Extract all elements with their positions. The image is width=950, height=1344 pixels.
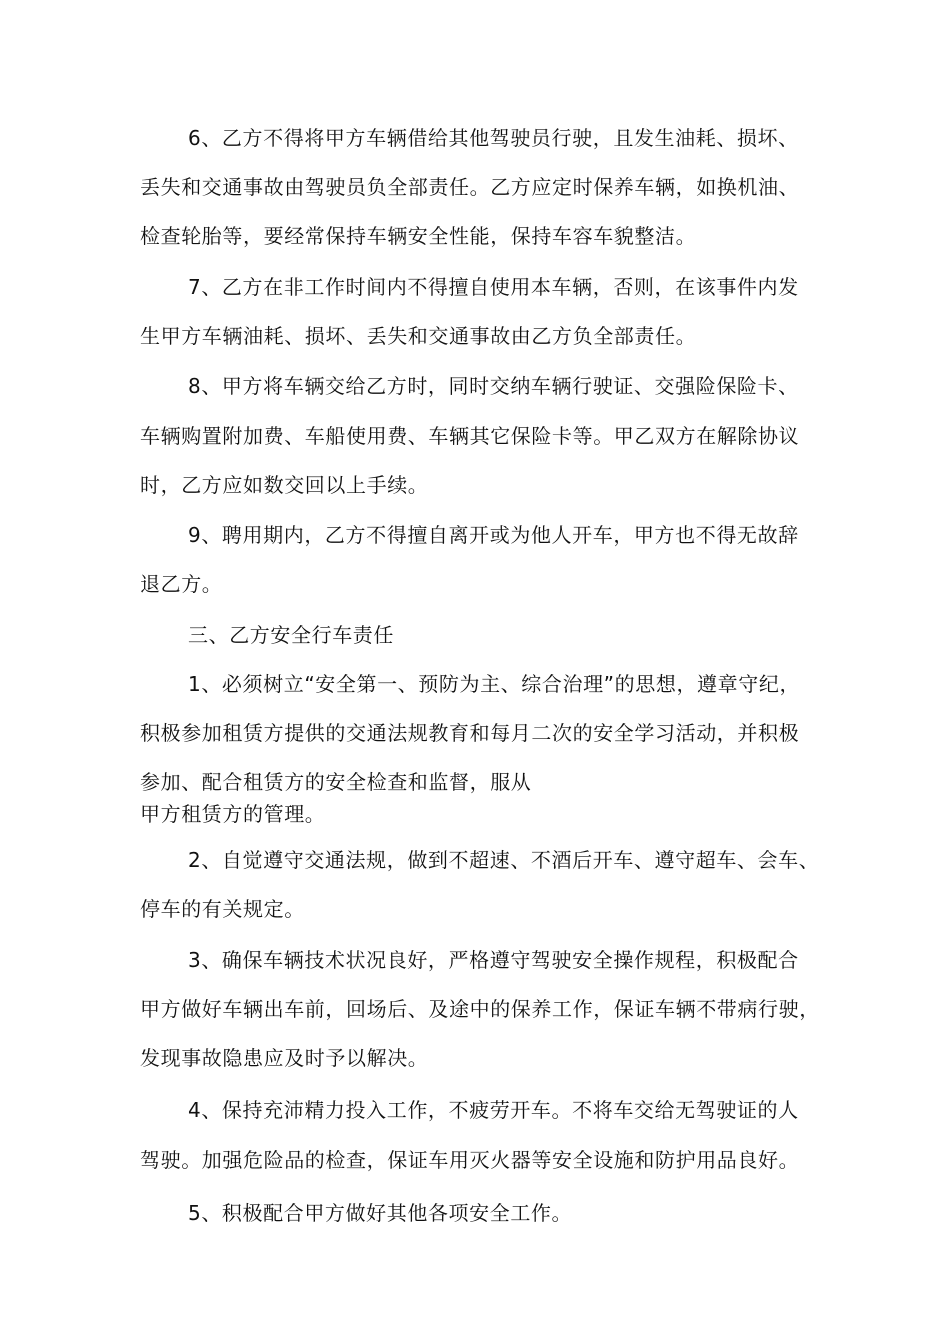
text-line: 检查轮胎等，要经常保持车辆安全性能，保持车容车貌整洁。: [140, 224, 697, 248]
text-line: 停车的有关规定。: [140, 897, 305, 921]
text-line: 4、保持充沛精力投入工作，不疲劳开车。不将车交给无驾驶证的人: [188, 1098, 799, 1122]
section-heading: 三、乙方安全行车责任: [188, 623, 394, 647]
text-line: 9、聘用期内，乙方不得擅自离开或为他人开车，甲方也不得无故辞: [188, 523, 799, 547]
text-line: 2、自觉遵守交通法规，做到不超速、不酒后开车、遵守超车、会车、: [188, 848, 820, 872]
text-line: 3、确保车辆技术状况良好，严格遵守驾驶安全操作规程，积极配合: [188, 948, 799, 972]
text-line: 积极参加租赁方提供的交通法规教育和每月二次的安全学习活动，并积极: [140, 721, 800, 745]
text-line: 丢失和交通事故由驾驶员负全部责任。乙方应定时保养车辆，如换机油、: [140, 175, 800, 199]
text-line: 6、乙方不得将甲方车辆借给其他驾驶员行驶，且发生油耗、损坏、: [188, 126, 799, 150]
text-line: 参加、配合租赁方的安全检查和监督，服从: [140, 770, 532, 794]
text-line: 5、积极配合甲方做好其他各项安全工作。: [188, 1201, 573, 1225]
text-line: 甲方做好车辆出车前，回场后、及途中的保养工作，保证车辆不带病行驶，: [140, 997, 820, 1021]
text-line: 驾驶。加强危险品的检查，保证车用灭火器等安全设施和防护用品良好。: [140, 1148, 800, 1172]
text-line: 7、乙方在非工作时间内不得擅自使用本车辆，否则，在该事件内发: [188, 275, 799, 299]
text-line: 时，乙方应如数交回以上手续。: [140, 473, 429, 497]
text-line: 生甲方车辆油耗、损坏、丢失和交通事故由乙方负全部责任。: [140, 324, 697, 348]
text-line: 1、必须树立“安全第一、预防为主、综合治理”的思想，遵章守纪，: [188, 672, 801, 696]
text-line: 8、甲方将车辆交给乙方时，同时交纳车辆行驶证、交强险保险卡、: [188, 374, 799, 398]
text-line: 甲方租赁方的管理。: [140, 802, 326, 826]
text-line: 发现事故隐患应及时予以解决。: [140, 1046, 429, 1070]
text-line: 车辆购置附加费、车船使用费、车辆其它保险卡等。甲乙双方在解除协议: [140, 424, 800, 448]
text-line: 退乙方。: [140, 572, 223, 596]
